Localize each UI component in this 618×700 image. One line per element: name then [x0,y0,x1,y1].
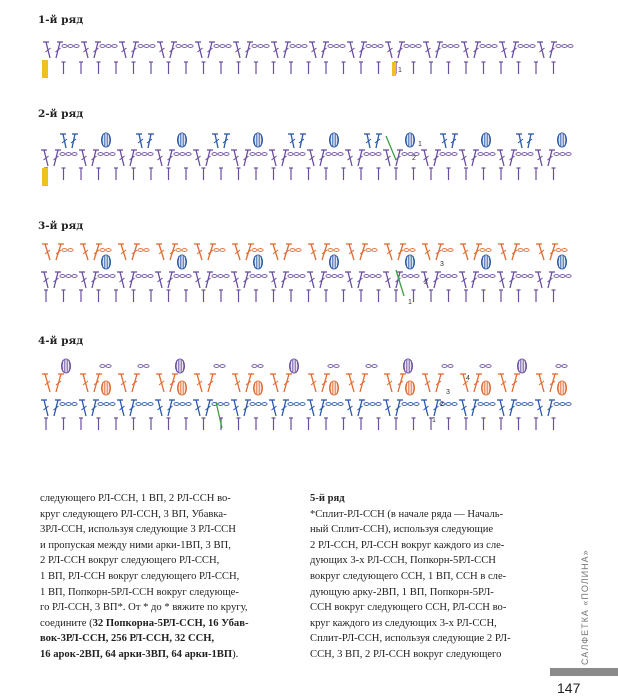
chain-oval [212,153,217,156]
row-3-chart-svg [36,240,576,312]
right-line: круг каждого из следующих 3-х РЛ-ССН, [310,617,497,629]
chain-oval [442,249,447,252]
chain-oval [554,275,559,278]
chain-oval [72,153,77,156]
chain-oval [446,275,451,278]
chain-oval [100,365,105,368]
chain-oval [256,403,261,406]
row-3-diagram [36,240,576,312]
chain-oval [332,153,337,156]
left-summary-bold-1: 32 Попкорна-5РЛ-ССН, 16 Убав- [92,617,249,629]
chain-oval [326,403,331,406]
chain-oval [402,153,407,156]
chain-oval [182,249,187,252]
chain-oval [136,403,141,406]
chain-oval [62,45,67,48]
chain-oval [220,249,225,252]
chain-oval [224,275,229,278]
chain-oval [528,153,533,156]
chain-oval [364,403,369,406]
chain-oval [256,275,261,278]
chain-oval [296,45,301,48]
diagram-number: 2 [412,155,416,162]
chain-oval [294,153,299,156]
chain-oval [404,249,409,252]
chain-oval [302,45,307,48]
chain-oval [370,275,375,278]
chain-oval [262,403,267,406]
book-title-vertical: САЛФЕТКА «ПОЛИНА» [580,549,590,665]
chain-oval [340,45,345,48]
chain-oval [364,275,369,278]
chain-oval [250,153,255,156]
chain-oval [68,249,73,252]
chain-oval [442,45,447,48]
page-number: 147 [557,680,581,696]
chain-oval [138,249,143,252]
chain-oval [490,275,495,278]
chain-oval [370,403,375,406]
chain-oval [334,45,339,48]
left-text-column [40,491,288,663]
row-1-diagram [36,38,576,88]
chain-oval [556,365,561,368]
chain-oval [60,275,65,278]
chain-oval [516,275,521,278]
chain-oval [136,275,141,278]
row-1-title: 1-й ряд [38,14,84,26]
chain-oval [440,275,445,278]
chain-oval [554,403,559,406]
chain-oval [264,45,269,48]
chain-oval [516,403,521,406]
chain-oval [224,153,229,156]
chain-oval [414,275,419,278]
chain-oval [402,275,407,278]
chain-oval [106,365,111,368]
chain-oval [334,249,339,252]
chain-oval [252,249,257,252]
chain-oval [288,153,293,156]
chain-oval [452,275,457,278]
chain-oval [486,365,491,368]
row-3-title: 3-й ряд [38,220,84,232]
right-line: ССН, 3 ВП, 2 РЛ-ССН вокруг следующего [310,648,502,660]
chain-oval [328,249,333,252]
chain-oval [490,403,495,406]
chain-oval [566,403,571,406]
chain-oval [480,45,485,48]
chain-oval [480,365,485,368]
chain-oval [262,275,267,278]
chain-oval [332,275,337,278]
chain-oval [144,365,149,368]
chain-oval [478,403,483,406]
chain-oval [256,153,261,156]
chain-oval [338,153,343,156]
chain-oval [100,249,105,252]
diagram-number: 1 [398,67,402,74]
chain-oval [568,45,573,48]
chain-oval [448,45,453,48]
chain-oval [522,275,527,278]
chain-oval [110,153,115,156]
chain-oval [220,365,225,368]
chain-oval [370,153,375,156]
left-line: следующего РЛ-ССН, 1 ВП, 2 РЛ-ССН во- [40,493,231,504]
chain-oval [528,403,533,406]
chain-oval [452,403,457,406]
chain-oval [100,45,105,48]
chain-oval [212,275,217,278]
chain-oval [148,275,153,278]
diagram-number: 3 [440,261,444,268]
chain-oval [448,249,453,252]
chain-oval [338,403,343,406]
right-line: *Сплит-РЛ-ССН (в начале ряда — Началь- [310,508,504,520]
left-summary-prefix: соедините ( [40,617,93,629]
chain-oval [288,275,293,278]
right-text-column [310,491,555,663]
chain-oval [106,249,111,252]
chain-oval [220,45,225,48]
chain-oval [328,365,333,368]
chain-oval [180,275,185,278]
chain-oval [262,153,267,156]
right-line: ССН вокруг следующего ССН, РЛ-ССН во- [310,602,507,614]
chain-oval [372,365,377,368]
chain-oval [98,275,103,278]
chain-oval [294,275,299,278]
chain-oval [186,153,191,156]
chain-oval [300,403,305,406]
chain-oval [300,153,305,156]
chain-oval [446,153,451,156]
chain-oval [524,249,529,252]
chain-oval [366,45,371,48]
chain-oval [452,153,457,156]
chain-oval [530,45,535,48]
chain-oval [366,365,371,368]
right-line: вокруг следующего ССН, 1 ВП, ССН в сле- [310,570,507,582]
chain-oval [402,403,407,406]
chain-oval [490,153,495,156]
diagram-number: 4 [466,375,470,382]
left-summary-bold-3: 16 арок-2ВП, 64 арки-3ВП, 64 арки-1ВП [40,648,233,660]
chain-oval [326,275,331,278]
chain-oval [478,153,483,156]
chain-oval [288,403,293,406]
left-summary-bold-2: вок-3РЛ-ССН, 256 РЛ-ССН, 32 ССН, [40,633,215,645]
chain-oval [484,153,489,156]
chain-oval [566,275,571,278]
chain-oval [332,403,337,406]
chain-oval [454,45,459,48]
diagram-number: 2 [440,401,444,408]
chain-oval [252,45,257,48]
right-line: ный Сплит-ССН), используя следующие [310,524,494,536]
book-title-sidebar [570,520,592,670]
diagram-number: 1 [418,141,422,148]
row-4-title: 4-й ряд [38,335,84,347]
chain-oval [414,403,419,406]
right-line: дующих 3-х РЛ-ССН, Попкорн-5РЛ-ССН [310,555,496,567]
chain-oval [60,153,65,156]
chain-oval [562,45,567,48]
chain-oval [480,249,485,252]
chain-oval [174,275,179,278]
chain-oval [186,275,191,278]
left-line: 1 ВП, РЛ-ССН вокруг следующего РЛ-ССН, [40,570,240,582]
chain-oval [486,45,491,48]
chain-oval [250,403,255,406]
chain-oval [294,403,299,406]
chain-oval [66,403,71,406]
chain-oval [300,275,305,278]
chain-oval [484,275,489,278]
left-line: 1 ВП, Попкорн-5РЛ-ССН вокруг следующе- [40,586,239,598]
chain-oval [218,403,223,406]
left-line: круг следующего РЛ-ССН, 3 ВП, Убавка- [40,508,227,520]
right-line: Сплит-РЛ-ССН, используя следующие 2 РЛ- [310,633,511,645]
chain-oval [60,403,65,406]
chain-oval [142,153,147,156]
chain-oval [556,45,561,48]
left-line: 3РЛ-ССН, используя следующие 3 РЛ-ССН [40,524,236,536]
chain-oval [62,249,67,252]
row-2-title: 2-й ряд [38,108,84,120]
chain-oval [376,403,381,406]
chain-oval [518,249,523,252]
chain-oval [66,153,71,156]
chain-oval [258,365,263,368]
chain-oval [296,249,301,252]
chain-oval [142,403,147,406]
chain-oval [518,45,523,48]
row-4-chart-svg [36,358,576,440]
chain-oval [144,249,149,252]
chain-oval [372,45,377,48]
diagram-number: 1 [408,299,412,306]
chain-oval [290,45,295,48]
chain-oval [478,275,483,278]
chain-oval [214,365,219,368]
chain-oval [68,45,73,48]
chain-oval [408,403,413,406]
chain-oval [252,365,257,368]
chain-oval [338,275,343,278]
chain-oval [180,153,185,156]
chain-oval [72,275,77,278]
diagram-number: 3 [446,389,450,396]
start-marker [392,62,396,76]
chain-oval [378,45,383,48]
chain-oval [180,403,185,406]
chain-oval [376,275,381,278]
chain-oval [214,45,219,48]
chain-oval [186,403,191,406]
chain-oval [372,249,377,252]
chain-oval [174,153,179,156]
chain-oval [98,153,103,156]
row-1-chart-svg [36,38,576,88]
chain-oval [440,153,445,156]
chain-oval [98,403,103,406]
chain-oval [404,45,409,48]
chain-oval [224,403,229,406]
right-line: 2 РЛ-ССН, РЛ-ССН вокруг каждого из сле- [310,539,505,551]
left-summary-line-1 [40,616,288,632]
chain-oval [250,275,255,278]
chain-oval [144,45,149,48]
chain-oval [258,45,263,48]
chain-oval [528,275,533,278]
chain-oval [72,403,77,406]
left-line: го РЛ-ССН, 3 ВП*. От * до * вяжите по кругу, [40,602,248,614]
chain-oval [554,153,559,156]
chain-oval [448,365,453,368]
chain-oval [182,45,187,48]
chain-oval [364,153,369,156]
chain-oval [138,365,143,368]
chain-oval [174,403,179,406]
chain-oval [410,45,415,48]
chain-oval [142,275,147,278]
chain-oval [524,45,529,48]
chain-oval [492,45,497,48]
chain-oval [326,153,331,156]
chain-oval [376,153,381,156]
chain-oval [104,403,109,406]
chain-oval [176,249,181,252]
chain-oval [226,45,231,48]
chain-oval [150,45,155,48]
left-line: и пропуская между ними арки-1ВП, 3 ВП, [40,539,231,551]
diagram-number: 1 [432,417,436,424]
start-stitch [216,402,222,428]
chain-oval [442,365,447,368]
chain-oval [416,45,421,48]
row-2-chart-svg [36,130,576,192]
chain-oval [486,249,491,252]
chain-oval [516,153,521,156]
row-4-diagram [36,358,576,440]
right-line: дующую арку-2ВП, 1 ВП, Попкорн-5РЛ- [310,586,494,598]
chain-oval [566,153,571,156]
left-line: 2 РЛ-ССН вокруг следующего РЛ-ССН, [40,555,220,567]
chain-oval [408,275,413,278]
chain-oval [562,249,567,252]
chain-oval [290,249,295,252]
chain-oval [218,275,223,278]
chain-oval [560,153,565,156]
start-marker [42,60,48,78]
chain-oval [522,153,527,156]
chain-oval [176,45,181,48]
chain-oval [148,403,153,406]
chain-oval [328,45,333,48]
chain-oval [560,275,565,278]
chain-oval [112,45,117,48]
row-2-diagram [36,130,576,192]
chain-oval [188,45,193,48]
chain-oval [110,275,115,278]
row-5-heading: 5-й ряд [310,493,345,504]
chain-oval [136,153,141,156]
start-marker [42,168,48,186]
chain-oval [104,275,109,278]
chain-oval [560,403,565,406]
chain-oval [556,249,561,252]
chain-oval [214,249,219,252]
chain-oval [148,153,153,156]
chain-oval [484,403,489,406]
chain-oval [110,403,115,406]
chain-oval [66,275,71,278]
chain-oval [104,153,109,156]
page-number-bar [550,668,618,676]
chain-oval [366,249,371,252]
chain-oval [522,403,527,406]
left-summary-closing: ). [232,648,239,660]
chain-oval [218,153,223,156]
chain-oval [106,45,111,48]
chain-oval [334,365,339,368]
chain-oval [258,249,263,252]
diagram-number: 2 [424,279,428,286]
chain-oval [446,403,451,406]
left-summary-line-3 [40,647,288,663]
chain-oval [410,249,415,252]
chain-oval [74,45,79,48]
chain-oval [138,45,143,48]
chain-oval [562,365,567,368]
